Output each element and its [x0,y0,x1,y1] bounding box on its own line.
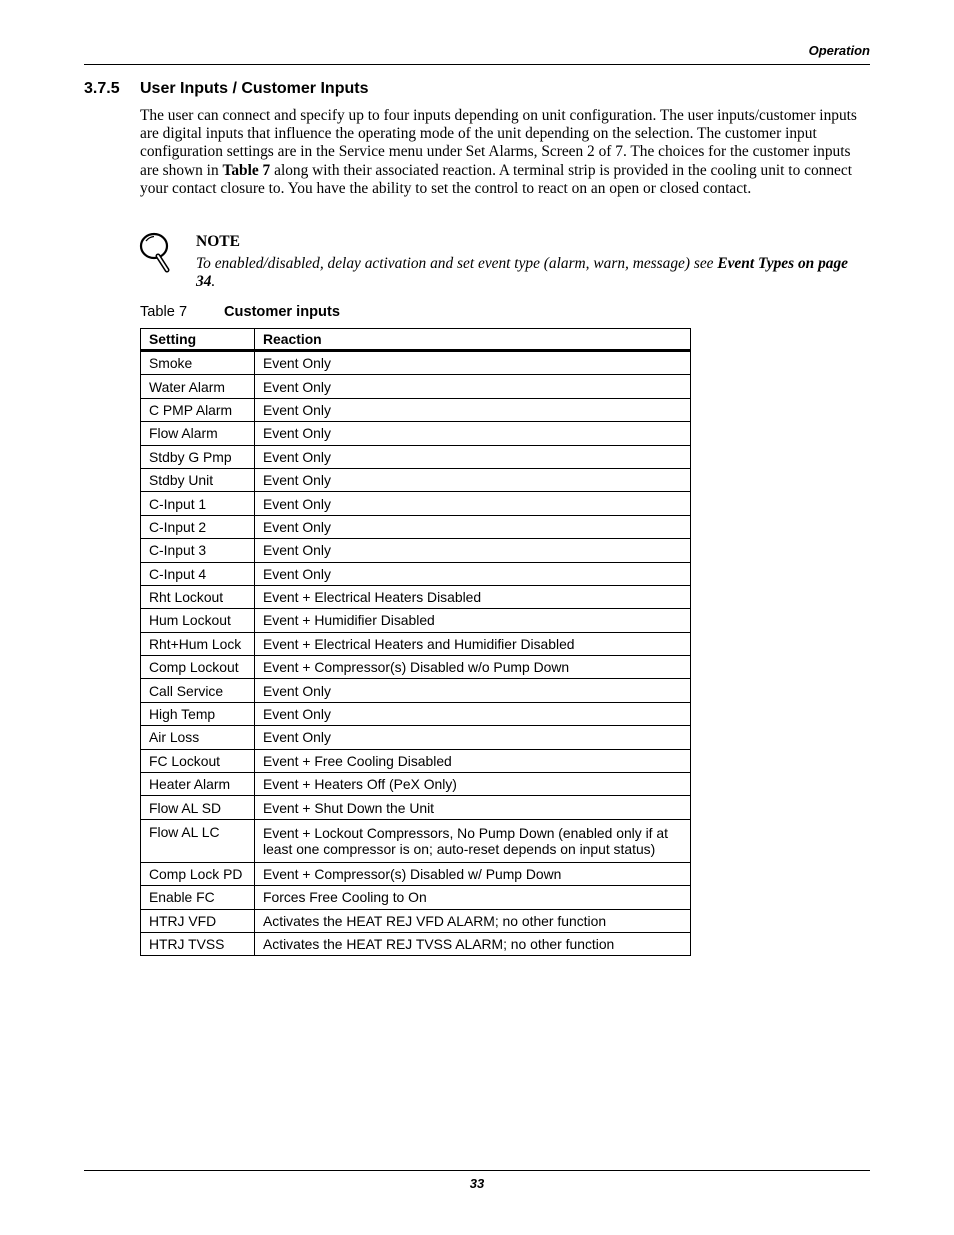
setting-cell: Comp Lockout [141,656,255,679]
table-header-row [141,329,691,351]
setting-cell: C-Input 2 [141,515,255,538]
reaction-cell: Event + Lockout Compressors, No Pump Down (enabled only if at least one compressor is on; auto-reset depends on input status) [255,819,691,862]
reaction-cell: Event Only [255,445,691,468]
setting-cell: Enable FC [141,886,255,909]
running-header: Operation [808,43,870,58]
setting-cell: HTRJ VFD [141,909,255,932]
setting-cell: FC Lockout [141,749,255,772]
table-row [141,819,691,862]
reaction-cell: Event Only [255,375,691,398]
table-row [141,886,691,909]
reaction-cell: Event Only [255,492,691,515]
table-row [141,702,691,725]
magnifier-note-icon [138,232,174,276]
table-row [141,492,691,515]
intro-paragraph [140,107,870,198]
table-row [141,375,691,398]
reaction-cell: Event Only [255,702,691,725]
customer-inputs-table [140,328,691,956]
table-row [141,609,691,632]
table-row [141,656,691,679]
setting-cell: C-Input 4 [141,562,255,585]
intro-text-start: The user can connect and specify up to four inputs depending on unit configuration. The user inputs/customer inputs are digital inputs that influence the operating mode of the unit depending on the selection. The customer input configuration settings are in the Service menu under Set Alarms, Screen 2 of 7. The choices for the customer inputs are shown in [140,107,857,179]
table-row [141,562,691,585]
table-row [141,909,691,932]
reaction-cell: Event Only [255,539,691,562]
reaction-cell: Event Only [255,398,691,421]
setting-cell: Smoke [141,351,255,375]
reaction-cell: Event + Compressor(s) Disabled w/ Pump Down [255,862,691,885]
setting-cell: Stdby G Pmp [141,445,255,468]
setting-cell: Stdby Unit [141,468,255,491]
section-heading [84,80,368,98]
setting-cell: C-Input 3 [141,539,255,562]
table-row [141,445,691,468]
setting-cell: High Temp [141,702,255,725]
setting-cell: Hum Lockout [141,609,255,632]
setting-cell: Rht Lockout [141,585,255,608]
setting-cell: Flow AL LC [141,819,255,862]
reaction-cell: Event + Free Cooling Disabled [255,749,691,772]
reaction-cell: Event Only [255,351,691,375]
setting-cell: Flow Alarm [141,422,255,445]
setting-cell: Call Service [141,679,255,702]
table-row [141,351,691,375]
reaction-cell: Event + Electrical Heaters Disabled [255,585,691,608]
table-row [141,515,691,538]
table-row [141,422,691,445]
table-row [141,796,691,819]
table-row [141,749,691,772]
section-title: User Inputs / Customer Inputs [140,80,369,97]
reaction-cell: Event Only [255,679,691,702]
event-types-reference: Event Types on page 34 [196,255,848,291]
setting-cell: HTRJ TVSS [141,932,255,955]
table-row [141,398,691,421]
table-row [141,468,691,491]
table-row [141,585,691,608]
reaction-cell: Event + Humidifier Disabled [255,609,691,632]
table-caption-number: Table 7 [140,304,188,320]
header-divider [84,64,870,65]
reaction-cell: Event Only [255,726,691,749]
table-row [141,539,691,562]
reaction-cell: Event Only [255,562,691,585]
reaction-cell: Event + Electrical Heaters and Humidifier Disabled [255,632,691,655]
intro-text-end: along with their associated reaction. A terminal strip is provided in the cooling unit to connect your contact closure to. You have the ability to set the control to react on an open or closed contact. [140,161,852,197]
reaction-cell: Event Only [255,515,691,538]
setting-cell: Air Loss [141,726,255,749]
setting-cell: Flow AL SD [141,796,255,819]
reaction-cell: Activates the HEAT REJ TVSS ALARM; no other function [255,932,691,955]
table-row [141,932,691,955]
setting-cell: Water Alarm [141,375,255,398]
section-number: 3.7.5 [84,80,120,97]
footer-divider [84,1170,870,1171]
reaction-cell: Event + Shut Down the Unit [255,796,691,819]
setting-cell: C PMP Alarm [141,398,255,421]
reaction-cell: Forces Free Cooling to On [255,886,691,909]
reaction-cell: Event + Compressor(s) Disabled w/o Pump Down [255,656,691,679]
note-text-end: . [211,273,216,291]
setting-cell: C-Input 1 [141,492,255,515]
table-row [141,773,691,796]
table-row [141,632,691,655]
table-row [141,862,691,885]
table-row [141,726,691,749]
table-caption [140,304,340,320]
reaction-cell: Event Only [255,468,691,491]
reaction-cell: Event + Heaters Off (PeX Only) [255,773,691,796]
reaction-cell: Activates the HEAT REJ VFD ALARM; no other function [255,909,691,932]
note-text-start: To enabled/disabled, delay activation and set event type (alarm, warn, message) see [196,255,718,272]
note-title: NOTE [196,233,240,250]
setting-cell: Rht+Hum Lock [141,632,255,655]
table-caption-title: Customer inputs [224,304,340,320]
setting-cell: Heater Alarm [141,773,255,796]
note-text [196,255,870,291]
table-row [141,679,691,702]
reaction-cell: Event Only [255,422,691,445]
page-number: 33 [469,1176,485,1191]
table-reference: Table 7 [222,161,271,179]
column-header-setting: Setting [141,329,255,351]
setting-cell: Comp Lock PD [141,862,255,885]
column-header-reaction: Reaction [255,329,691,351]
